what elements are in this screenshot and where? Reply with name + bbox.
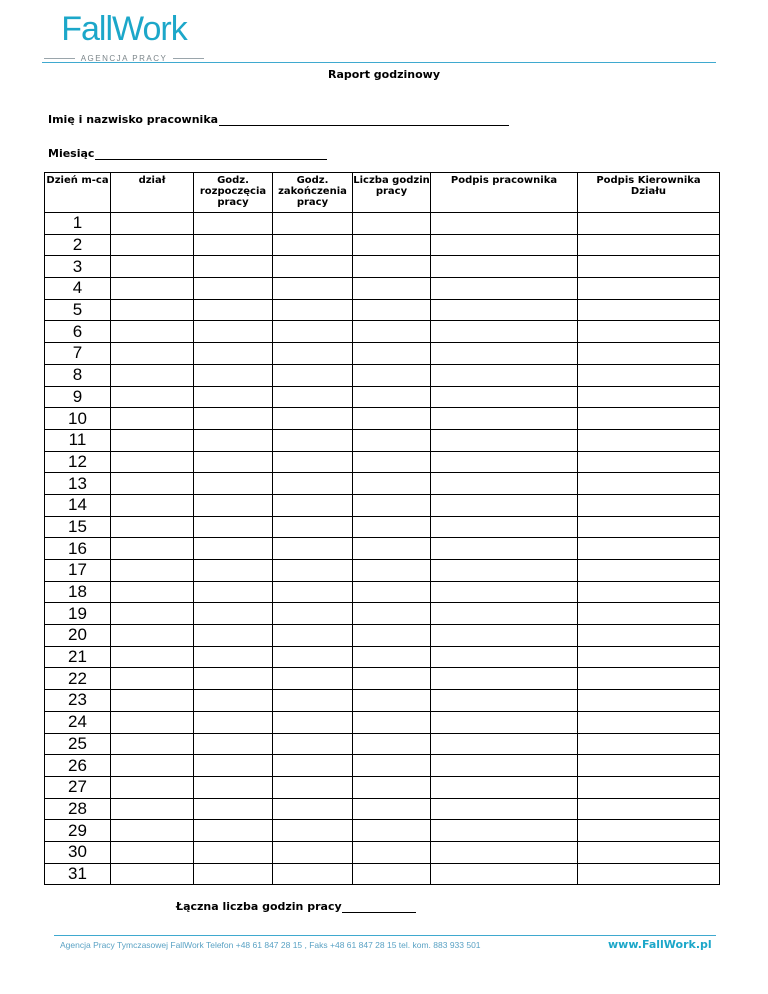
table-row — [45, 321, 720, 343]
employee-signature-cell[interactable] — [431, 776, 578, 798]
hours-cell[interactable] — [353, 841, 431, 863]
month-blank[interactable] — [95, 148, 327, 160]
hours-cell[interactable] — [353, 213, 431, 235]
day-number: 12 — [45, 451, 111, 473]
day-number: 9 — [45, 386, 111, 408]
start-time-cell[interactable] — [194, 690, 273, 712]
day-number: 28 — [45, 798, 111, 820]
end-time-cell[interactable] — [273, 690, 353, 712]
employee-signature-cell[interactable] — [431, 494, 578, 516]
table-row — [45, 213, 720, 235]
end-time-cell[interactable] — [273, 820, 353, 842]
department-cell[interactable] — [111, 841, 194, 863]
end-time-cell[interactable] — [273, 625, 353, 647]
day-number: 14 — [45, 494, 111, 516]
employee-signature-cell[interactable] — [431, 841, 578, 863]
department-cell[interactable] — [111, 494, 194, 516]
employee-signature-cell[interactable] — [431, 560, 578, 582]
manager-signature-cell[interactable] — [578, 668, 720, 690]
manager-signature-cell[interactable] — [578, 516, 720, 538]
department-cell[interactable] — [111, 560, 194, 582]
manager-signature-cell[interactable] — [578, 343, 720, 365]
total-hours-blank[interactable] — [342, 901, 416, 913]
department-cell[interactable] — [111, 386, 194, 408]
employee-signature-cell[interactable] — [431, 386, 578, 408]
day-number: 19 — [45, 603, 111, 625]
table-row — [45, 560, 720, 582]
department-cell[interactable] — [111, 798, 194, 820]
start-time-cell[interactable] — [194, 494, 273, 516]
end-time-cell[interactable] — [273, 408, 353, 430]
manager-signature-cell[interactable] — [578, 690, 720, 712]
day-number: 7 — [45, 343, 111, 365]
employee-signature-cell[interactable] — [431, 343, 578, 365]
end-time-cell[interactable] — [273, 603, 353, 625]
day-number: 2 — [45, 234, 111, 256]
hours-cell[interactable] — [353, 234, 431, 256]
footer-rule — [54, 935, 716, 936]
department-cell[interactable] — [111, 408, 194, 430]
website-link[interactable]: www.FallWork.pl — [608, 938, 712, 951]
end-time-cell[interactable] — [273, 798, 353, 820]
employee-signature-cell[interactable] — [431, 755, 578, 777]
table-row — [45, 278, 720, 300]
hours-cell[interactable] — [353, 581, 431, 603]
department-cell[interactable] — [111, 234, 194, 256]
start-time-cell[interactable] — [194, 841, 273, 863]
company-logo — [44, 10, 204, 63]
manager-signature-cell[interactable] — [578, 776, 720, 798]
end-time-cell[interactable] — [273, 494, 353, 516]
hours-cell[interactable] — [353, 668, 431, 690]
employee-name-label: Imię i nazwisko pracownika — [48, 113, 219, 126]
manager-signature-cell[interactable] — [578, 321, 720, 343]
department-cell[interactable] — [111, 733, 194, 755]
employee-signature-cell[interactable] — [431, 429, 578, 451]
table-header-row — [45, 173, 720, 213]
month-label: Miesiąc — [48, 147, 95, 160]
employee-signature-cell[interactable] — [431, 538, 578, 560]
employee-signature-cell[interactable] — [431, 820, 578, 842]
employee-signature-cell[interactable] — [431, 299, 578, 321]
department-cell[interactable] — [111, 364, 194, 386]
manager-signature-cell[interactable] — [578, 581, 720, 603]
department-cell[interactable] — [111, 711, 194, 733]
employee-signature-cell[interactable] — [431, 603, 578, 625]
end-time-cell[interactable] — [273, 516, 353, 538]
day-number: 3 — [45, 256, 111, 278]
table-row — [45, 690, 720, 712]
hours-cell[interactable] — [353, 299, 431, 321]
header-end-time: Godz. zakończenia pracy — [273, 173, 353, 213]
month-field — [48, 147, 327, 160]
start-time-cell[interactable] — [194, 299, 273, 321]
employee-name-field — [48, 113, 509, 126]
day-number: 29 — [45, 820, 111, 842]
department-cell[interactable] — [111, 863, 194, 885]
hours-cell[interactable] — [353, 278, 431, 300]
manager-signature-cell[interactable] — [578, 386, 720, 408]
start-time-cell[interactable] — [194, 343, 273, 365]
end-time-cell[interactable] — [273, 473, 353, 495]
header-hours: Liczba godzin pracy — [353, 173, 431, 213]
end-time-cell[interactable] — [273, 581, 353, 603]
start-time-cell[interactable] — [194, 646, 273, 668]
hours-cell[interactable] — [353, 798, 431, 820]
end-time-cell[interactable] — [273, 733, 353, 755]
department-cell[interactable] — [111, 213, 194, 235]
end-time-cell[interactable] — [273, 711, 353, 733]
manager-signature-cell[interactable] — [578, 494, 720, 516]
start-time-cell[interactable] — [194, 711, 273, 733]
hours-cell[interactable] — [353, 711, 431, 733]
start-time-cell[interactable] — [194, 364, 273, 386]
table-row — [45, 755, 720, 777]
department-cell[interactable] — [111, 776, 194, 798]
employee-signature-cell[interactable] — [431, 256, 578, 278]
day-number: 1 — [45, 213, 111, 235]
day-number: 25 — [45, 733, 111, 755]
end-time-cell[interactable] — [273, 364, 353, 386]
manager-signature-cell[interactable] — [578, 841, 720, 863]
manager-signature-cell[interactable] — [578, 538, 720, 560]
start-time-cell[interactable] — [194, 560, 273, 582]
department-cell[interactable] — [111, 429, 194, 451]
hours-cell[interactable] — [353, 256, 431, 278]
manager-signature-cell[interactable] — [578, 299, 720, 321]
department-cell[interactable] — [111, 299, 194, 321]
day-number: 24 — [45, 711, 111, 733]
day-number: 21 — [45, 646, 111, 668]
day-number: 8 — [45, 364, 111, 386]
day-number: 13 — [45, 473, 111, 495]
divider — [44, 58, 75, 59]
manager-signature-cell[interactable] — [578, 278, 720, 300]
start-time-cell[interactable] — [194, 473, 273, 495]
department-cell[interactable] — [111, 278, 194, 300]
table-row — [45, 516, 720, 538]
hours-cell[interactable] — [353, 473, 431, 495]
end-time-cell[interactable] — [273, 863, 353, 885]
end-time-cell[interactable] — [273, 755, 353, 777]
manager-signature-cell[interactable] — [578, 863, 720, 885]
hours-cell[interactable] — [353, 560, 431, 582]
employee-signature-cell[interactable] — [431, 863, 578, 885]
manager-signature-cell[interactable] — [578, 256, 720, 278]
end-time-cell[interactable] — [273, 646, 353, 668]
hours-cell[interactable] — [353, 646, 431, 668]
employee-signature-cell[interactable] — [431, 451, 578, 473]
day-number: 4 — [45, 278, 111, 300]
table-row — [45, 668, 720, 690]
header-manager-signature: Podpis Kierownika Działu — [578, 173, 720, 213]
start-time-cell[interactable] — [194, 256, 273, 278]
logo-wordmark: FallWork — [61, 10, 187, 48]
table-row — [45, 494, 720, 516]
end-time-cell[interactable] — [273, 234, 353, 256]
employee-signature-cell[interactable] — [431, 711, 578, 733]
table-row — [45, 646, 720, 668]
end-time-cell[interactable] — [273, 299, 353, 321]
end-time-cell[interactable] — [273, 538, 353, 560]
manager-signature-cell[interactable] — [578, 798, 720, 820]
employee-name-blank[interactable] — [219, 114, 509, 126]
page-title: Raport godzinowy — [327, 68, 441, 81]
hours-cell[interactable] — [353, 343, 431, 365]
header-rule — [42, 62, 716, 63]
table-row — [45, 451, 720, 473]
manager-signature-cell[interactable] — [578, 408, 720, 430]
start-time-cell[interactable] — [194, 234, 273, 256]
start-time-cell[interactable] — [194, 668, 273, 690]
end-time-cell[interactable] — [273, 213, 353, 235]
department-cell[interactable] — [111, 538, 194, 560]
start-time-cell[interactable] — [194, 213, 273, 235]
manager-signature-cell[interactable] — [578, 755, 720, 777]
start-time-cell[interactable] — [194, 603, 273, 625]
start-time-cell[interactable] — [194, 321, 273, 343]
manager-signature-cell[interactable] — [578, 451, 720, 473]
hours-cell[interactable] — [353, 755, 431, 777]
department-cell[interactable] — [111, 646, 194, 668]
employee-signature-cell[interactable] — [431, 733, 578, 755]
day-number: 10 — [45, 408, 111, 430]
start-time-cell[interactable] — [194, 820, 273, 842]
department-cell[interactable] — [111, 690, 194, 712]
hours-cell[interactable] — [353, 429, 431, 451]
table-row — [45, 364, 720, 386]
end-time-cell[interactable] — [273, 560, 353, 582]
table-row — [45, 733, 720, 755]
employee-signature-cell[interactable] — [431, 690, 578, 712]
start-time-cell[interactable] — [194, 408, 273, 430]
start-time-cell[interactable] — [194, 625, 273, 647]
start-time-cell[interactable] — [194, 776, 273, 798]
hours-cell[interactable] — [353, 863, 431, 885]
day-number: 16 — [45, 538, 111, 560]
day-number: 5 — [45, 299, 111, 321]
hours-cell[interactable] — [353, 820, 431, 842]
employee-signature-cell[interactable] — [431, 625, 578, 647]
hours-cell[interactable] — [353, 321, 431, 343]
start-time-cell[interactable] — [194, 863, 273, 885]
day-number: 20 — [45, 625, 111, 647]
department-cell[interactable] — [111, 581, 194, 603]
employee-signature-cell[interactable] — [431, 278, 578, 300]
day-number: 23 — [45, 690, 111, 712]
end-time-cell[interactable] — [273, 668, 353, 690]
total-hours-label: Łączna liczba godzin pracy — [176, 900, 342, 913]
manager-signature-cell[interactable] — [578, 234, 720, 256]
manager-signature-cell[interactable] — [578, 364, 720, 386]
end-time-cell[interactable] — [273, 256, 353, 278]
department-cell[interactable] — [111, 451, 194, 473]
employee-signature-cell[interactable] — [431, 364, 578, 386]
start-time-cell[interactable] — [194, 798, 273, 820]
table-row — [45, 538, 720, 560]
table-row — [45, 386, 720, 408]
manager-signature-cell[interactable] — [578, 473, 720, 495]
start-time-cell[interactable] — [194, 429, 273, 451]
start-time-cell[interactable] — [194, 581, 273, 603]
hours-cell[interactable] — [353, 625, 431, 647]
hours-cell[interactable] — [353, 386, 431, 408]
day-number: 15 — [45, 516, 111, 538]
hours-table — [44, 172, 720, 885]
table-row — [45, 863, 720, 885]
footer-contact: Agencja Pracy Tymczasowej FallWork Telefon +48 61 847 28 15 , Faks +48 61 847 28 15 tel. kom. 883 933 501 — [60, 940, 481, 950]
end-time-cell[interactable] — [273, 343, 353, 365]
day-number: 26 — [45, 755, 111, 777]
hours-cell[interactable] — [353, 408, 431, 430]
hours-cell[interactable] — [353, 364, 431, 386]
hours-cell[interactable] — [353, 516, 431, 538]
manager-signature-cell[interactable] — [578, 213, 720, 235]
end-time-cell[interactable] — [273, 451, 353, 473]
day-number: 6 — [45, 321, 111, 343]
day-number: 18 — [45, 581, 111, 603]
table-row — [45, 256, 720, 278]
header-department: dział — [111, 173, 194, 213]
start-time-cell[interactable] — [194, 516, 273, 538]
header-employee-signature: Podpis pracownika — [431, 173, 578, 213]
table-row — [45, 343, 720, 365]
table-row — [45, 473, 720, 495]
end-time-cell[interactable] — [273, 278, 353, 300]
hours-cell[interactable] — [353, 494, 431, 516]
manager-signature-cell[interactable] — [578, 711, 720, 733]
day-number: 27 — [45, 776, 111, 798]
start-time-cell[interactable] — [194, 386, 273, 408]
department-cell[interactable] — [111, 343, 194, 365]
table-row — [45, 625, 720, 647]
divider — [173, 58, 204, 59]
day-number: 11 — [45, 429, 111, 451]
end-time-cell[interactable] — [273, 429, 353, 451]
table-row — [45, 820, 720, 842]
hours-cell[interactable] — [353, 538, 431, 560]
day-number: 30 — [45, 841, 111, 863]
table-row — [45, 299, 720, 321]
table-row — [45, 711, 720, 733]
day-number: 31 — [45, 863, 111, 885]
manager-signature-cell[interactable] — [578, 733, 720, 755]
table-row — [45, 234, 720, 256]
department-cell[interactable] — [111, 820, 194, 842]
day-number: 17 — [45, 560, 111, 582]
start-time-cell[interactable] — [194, 538, 273, 560]
employee-signature-cell[interactable] — [431, 646, 578, 668]
start-time-cell[interactable] — [194, 451, 273, 473]
table-row — [45, 841, 720, 863]
department-cell[interactable] — [111, 516, 194, 538]
employee-signature-cell[interactable] — [431, 321, 578, 343]
manager-signature-cell[interactable] — [578, 820, 720, 842]
start-time-cell[interactable] — [194, 278, 273, 300]
employee-signature-cell[interactable] — [431, 516, 578, 538]
employee-signature-cell[interactable] — [431, 213, 578, 235]
table-row — [45, 776, 720, 798]
manager-signature-cell[interactable] — [578, 625, 720, 647]
start-time-cell[interactable] — [194, 733, 273, 755]
end-time-cell[interactable] — [273, 321, 353, 343]
department-cell[interactable] — [111, 321, 194, 343]
hours-cell[interactable] — [353, 603, 431, 625]
table-row — [45, 408, 720, 430]
end-time-cell[interactable] — [273, 776, 353, 798]
manager-signature-cell[interactable] — [578, 603, 720, 625]
logo-tagline-text: AGENCJA PRACY — [80, 53, 168, 63]
day-number: 22 — [45, 668, 111, 690]
end-time-cell[interactable] — [273, 386, 353, 408]
table-row — [45, 429, 720, 451]
header-day: Dzień m-ca — [45, 173, 111, 213]
table-row — [45, 603, 720, 625]
department-cell[interactable] — [111, 625, 194, 647]
department-cell[interactable] — [111, 473, 194, 495]
start-time-cell[interactable] — [194, 755, 273, 777]
hours-cell[interactable] — [353, 690, 431, 712]
department-cell[interactable] — [111, 256, 194, 278]
manager-signature-cell[interactable] — [578, 646, 720, 668]
manager-signature-cell[interactable] — [578, 560, 720, 582]
hours-cell[interactable] — [353, 776, 431, 798]
employee-signature-cell[interactable] — [431, 668, 578, 690]
end-time-cell[interactable] — [273, 841, 353, 863]
employee-signature-cell[interactable] — [431, 234, 578, 256]
employee-signature-cell[interactable] — [431, 408, 578, 430]
hours-cell[interactable] — [353, 451, 431, 473]
total-hours-field — [176, 900, 416, 913]
department-cell[interactable] — [111, 603, 194, 625]
department-cell[interactable] — [111, 668, 194, 690]
manager-signature-cell[interactable] — [578, 429, 720, 451]
table-row — [45, 798, 720, 820]
employee-signature-cell[interactable] — [431, 473, 578, 495]
header-start-time: Godz. rozpoczęcia pracy — [194, 173, 273, 213]
table-row — [45, 581, 720, 603]
employee-signature-cell[interactable] — [431, 798, 578, 820]
employee-signature-cell[interactable] — [431, 581, 578, 603]
department-cell[interactable] — [111, 755, 194, 777]
hours-cell[interactable] — [353, 733, 431, 755]
